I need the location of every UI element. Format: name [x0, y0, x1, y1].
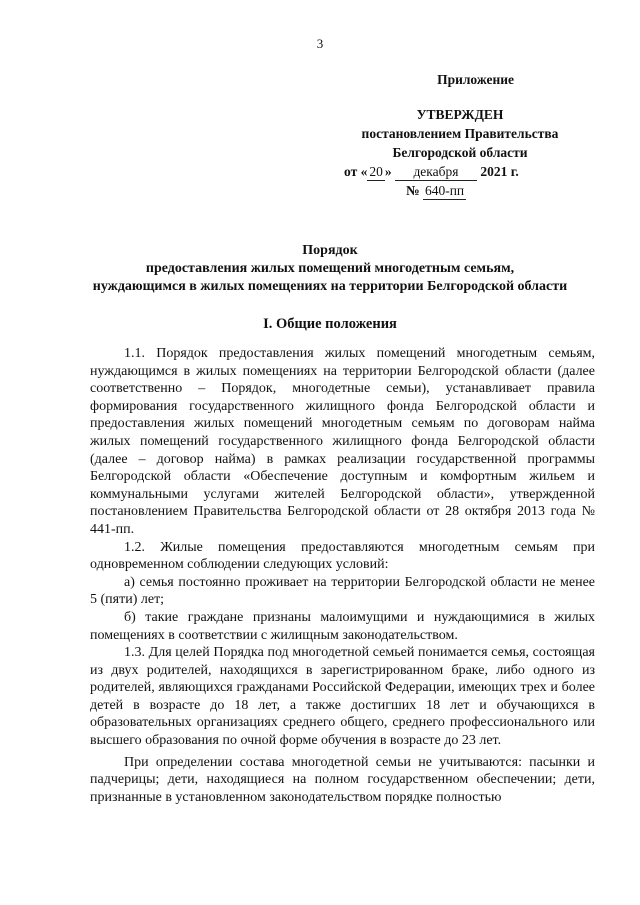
approved-by-line1: постановлением Правительства: [361, 126, 559, 141]
approved-label: УТВЕРЖДЕН: [416, 107, 504, 122]
date-day: 20: [369, 164, 383, 179]
appendix-label: Приложение: [437, 72, 514, 87]
approved-by-line2: Белгородской области: [392, 145, 528, 160]
document-title: [60, 242, 600, 296]
number-value: 640-пп: [424, 183, 465, 198]
paragraph-1-3: 1.3. Для целей Порядка под многодетной семьей понимается семья, состоящая из двух родителей, находящихся в зарегистрированном браке, либо одного из родителей, являющихся гражданами Российской Федерации, имеющих трех и более детей в возрасте до 18 лет, а также достигших 18 лет и обучающихся в образовательных организациях среднего общего, среднего профессионального или высшего образования по очной форме обучения в возрасте до 23 лет.: [90, 645, 595, 749]
paragraph-exclusions: При определении состава многодетной семьи не учитываются: пасынки и падчерицы; дети, находящиеся на полном государственном обеспечении; дети, признанные в установленном законодательством порядке полностью: [90, 754, 595, 805]
paragraph-1-2-a: а) семья постоянно проживает на территории Белгородской области не менее 5 (пяти) лет;: [90, 574, 595, 608]
date-month: декабря: [395, 164, 477, 181]
title-line2: предоставления жилых помещений многодетным семьям,: [145, 261, 515, 276]
paragraph-1-2: 1.2. Жилые помещения предоставляются многодетным семьям при одновременном соблюдении следующих условий:: [90, 539, 595, 573]
date-year: 2021 г.: [480, 164, 519, 179]
title-line3: нуждающимся в жилых помещениях на территории Белгородской области: [92, 279, 568, 294]
date-prefix: от «: [344, 164, 368, 179]
paragraph-1-1: 1.1. Порядок предоставления жилых помещений многодетным семьям, нуждающимся в жилых помещениях на территории Белгородской области (далее соответственно – Порядок, многодетные семьи), устанавливает правила формирования государственного жилищного фонда Белгородской области и предоставления жилых помещений многодетным семьям по договорам найма жилых помещений государственного жилищного фонда Белгородской области (далее – договор найма) в рамках реализации государственной программы Белгородской области «Обеспечение доступным и комфортным жильем и коммунальными услугами жителей Белгородской области», утвержденной постановлением Правительства Белгородской области от 28 октября 2013 года № 441-пп.: [90, 346, 595, 537]
title-line1: Порядок: [302, 243, 358, 258]
approval-number: [340, 181, 580, 200]
section-title: I. Общие положения: [263, 316, 397, 332]
approval-block: [340, 70, 580, 200]
approval-date: [340, 162, 580, 181]
number-prefix: №: [406, 183, 420, 198]
date-mid: »: [384, 164, 392, 179]
body-text: [90, 345, 595, 806]
paragraph-1-2-b: б) такие граждане признаны малоимущими и нуждающимися в жилых помещениях в соответствии с жилищным законодательством.: [90, 609, 595, 643]
page-number: 3: [316, 36, 324, 51]
